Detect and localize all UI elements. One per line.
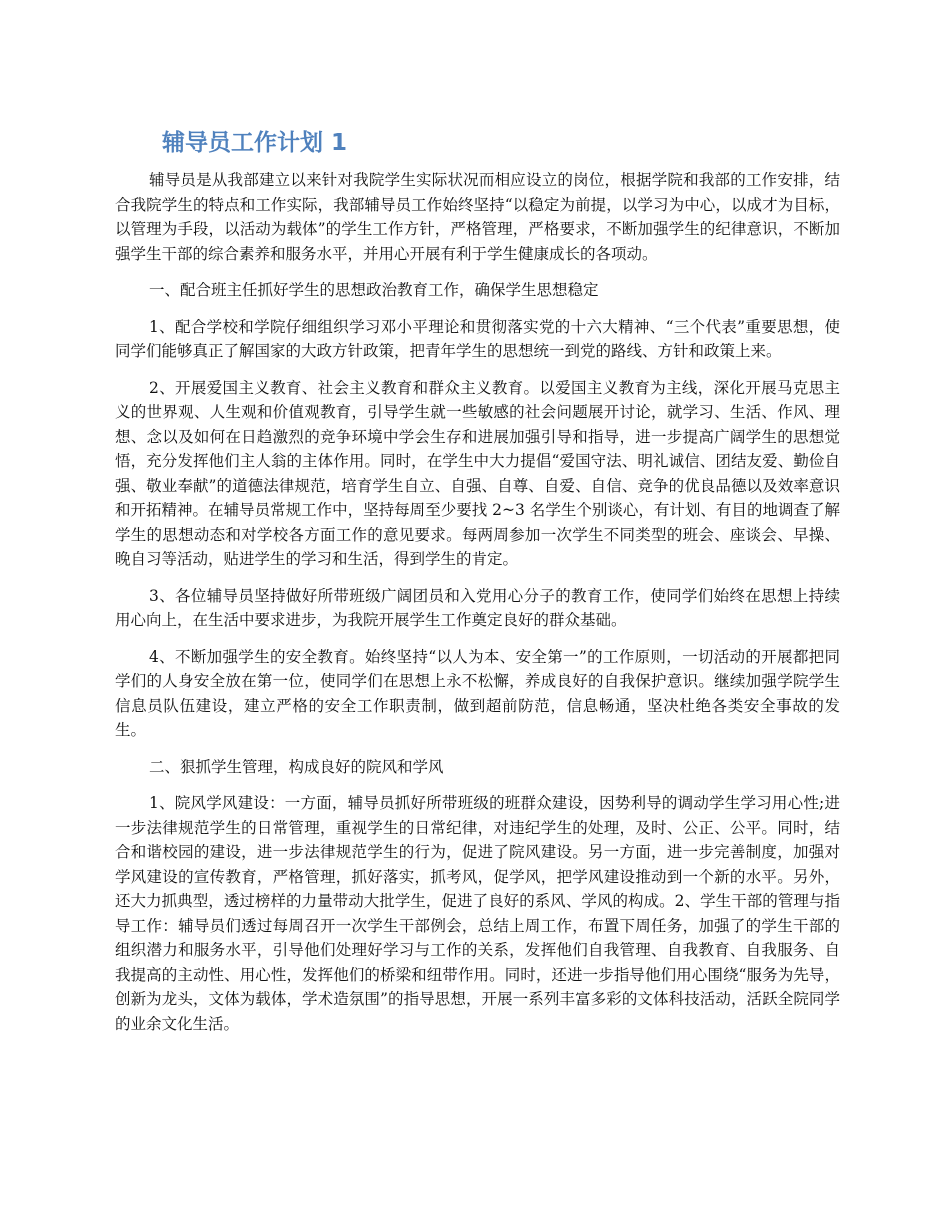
section-heading-1: 一、配合班主任抓好学生的思想政治教育工作，确保学生思想稳定 bbox=[149, 281, 599, 299]
document-body bbox=[115, 168, 840, 1048]
intro-paragraph: 辅导员是从我部建立以来针对我院学生实际状况而相应设立的岗位，根据学院和我部的工作安排，结合我院学生的特点和工作实际，我部辅导员工作始终坚持“以稳定为前提，以学习为中心，以成才为目标，以管理为手段，以活动为载体”的学生工作方针，严格管理，严格要求，不断加强学生的纪律意识，不断加强学生干部的综合素养和服务水平，并用心开展有利于学生健康成长的各项动。 bbox=[115, 171, 840, 263]
section-2-item-1: 1、院风学风建设：一方面，辅导员抓好所带班级的班群众建设，因势利导的调动学生学习用心性;进一步法律规范学生的日常管理，重视学生的日常纪律，对违纪学生的处理，及时、公正、公平。同时，结合和谐校园的建设，进一步法律规范学生的行为，促进了院风建设。另一方面，进一步完善制度，加强对学风建设的宣传教育，严格管理，抓好落实，抓考风，促学风，把学风建设推动到一个新的水平。另外，还大力抓典型，透过榜样的力量带动大批学生，促进了良好的系风、学风的构成。2、学生干部的管理与指导工作：辅导员们透过每周召开一次学生干部例会，总结上周工作，布置下周任务，加强了的学生干部的组织潜力和服务水平，引导他们处理好学习与工作的关系，发挥他们自我管理、自我教育、自我服务、自我提高的主动性、用心性，发挥他们的桥梁和纽带作用。同时，还进一步指导他们用心围绕“服务为先导，创新为龙头，文体为载体，学术造氛围”的指导思想，开展一系列丰富多彩的文体科技活动，活跃全院同学的业余文化生活。 bbox=[115, 794, 840, 1033]
section-1-item-4: 4、不断加强学生的安全教育。始终坚持“以人为本、安全第一”的工作原则，一切活动的开展都把同学们的人身安全放在第一位，使同学们在思想上永不松懈，养成良好的自我保护意识。继续加强学院学生信息员队伍建设，建立严格的安全工作职责制，做到超前防范，信息畅通，坚决杜绝各类安全事故的发生。 bbox=[115, 647, 840, 739]
document-title: 辅导员工作计划 1 bbox=[162, 130, 348, 156]
section-heading-2: 二、狠抓学生管理，构成良好的院风和学风 bbox=[149, 757, 444, 776]
section-1-item-3: 3、各位辅导员坚持做好所带班级广阔团员和入党用心分子的教育工作，使同学们始终在思想上持续用心向上，在生活中要求进步，为我院开展学生工作奠定良好的群众基础。 bbox=[115, 586, 840, 629]
section-1-item-2: 2、开展爱国主义教育、社会主义教育和群众主义教育。以爱国主义教育为主线，深化开展马克思主义的世界观、人生观和价值观教育，引导学生就一些敏感的社会问题展开讨论，就学习、生活、作风、理想、念以及如何在日趋激烈的竞争环境中学会生存和进展加强引导和指导，进一步提高广阔学生的思想觉悟，充分发挥他们主人翁的主体作用。同时，在学生中大力提倡“爱国守法、明礼诚信、团结友爱、勤俭自强、敬业奉献”的道德法律规范，培育学生自立、自强、自尊、自爱、自信、竞争的优良品德以及效率意识和开拓精神。在辅导员常规工作中，坚持每周至少要找 2~3 名学生个别谈心，有计划、有目的地调查了解学生的思想动态和对学校各方面工作的意见要求。每两周参加一次学生不同类型的班会、座谈会、早操、晚自习等活动，贴进学生的学习和生活，得到学生的肯定。 bbox=[115, 378, 840, 568]
section-1-item-1: 1、配合学校和学院仔细组织学习邓小平理论和贯彻落实党的十六大精神、“三个代表”重要思想，使同学们能够真正了解国家的大政方针政策，把青年学生的思想统一到党的路线、方针和政策上来。 bbox=[115, 317, 840, 360]
